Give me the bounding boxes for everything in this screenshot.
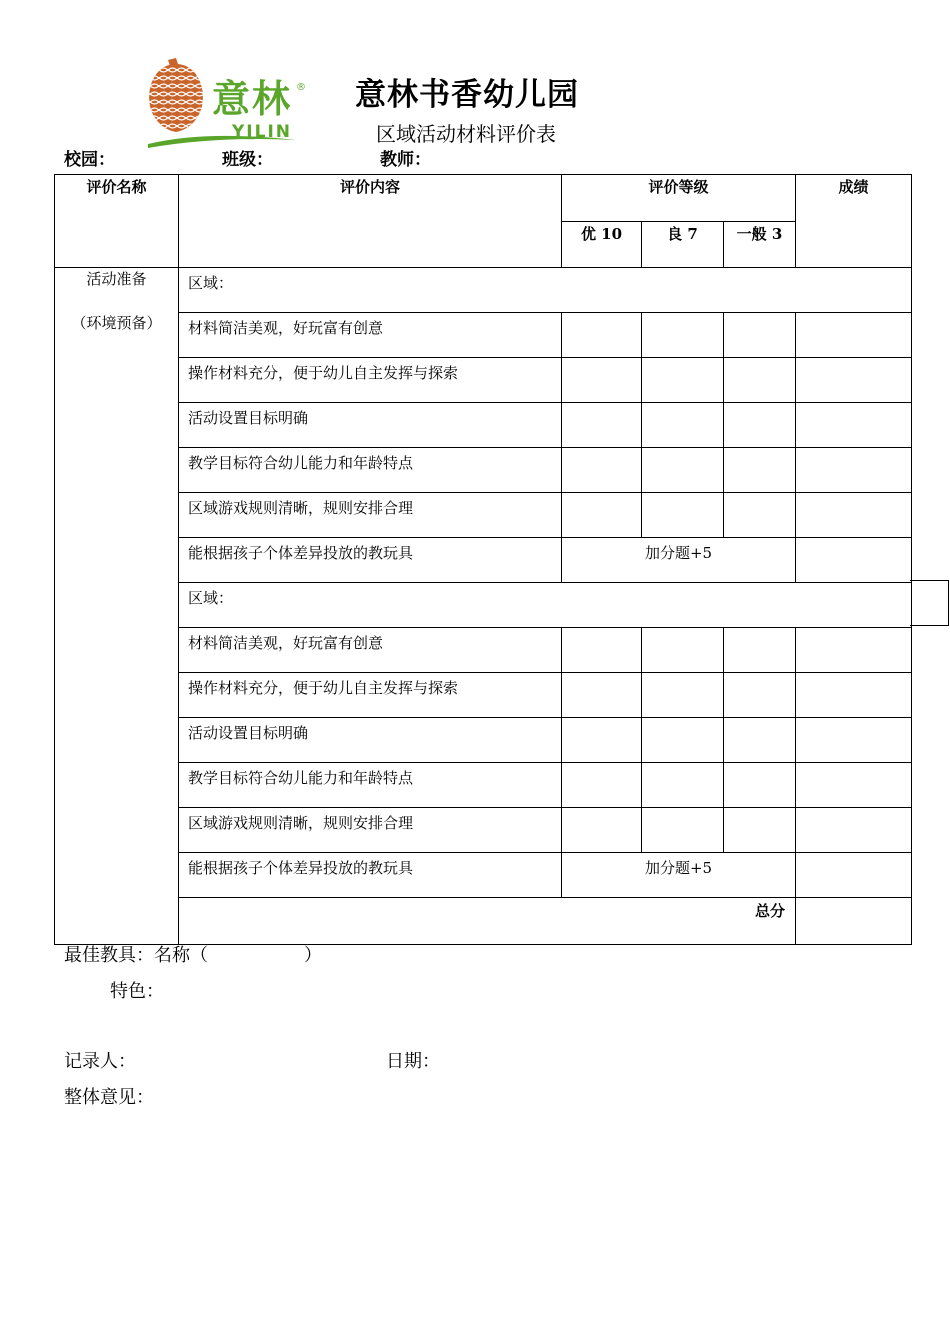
grade-cell[interactable] bbox=[724, 313, 796, 358]
table-row bbox=[55, 538, 912, 583]
grade-cell[interactable] bbox=[724, 718, 796, 763]
criteria-item: 操作材料充分，便于幼儿自主发挥与探索 bbox=[179, 673, 562, 718]
col-name-header: 评价名称 bbox=[55, 175, 179, 268]
grade-cell[interactable] bbox=[562, 358, 642, 403]
grade-cell[interactable] bbox=[724, 358, 796, 403]
category-cell bbox=[55, 268, 179, 945]
grade-cell[interactable] bbox=[642, 628, 724, 673]
col-score-header: 成绩 bbox=[796, 175, 912, 268]
feature-label: 特色： bbox=[110, 981, 164, 1002]
category-sublabel: （环境预备） bbox=[71, 314, 162, 332]
grade-cell[interactable] bbox=[562, 718, 642, 763]
grade-cell[interactable] bbox=[642, 808, 724, 853]
table-row bbox=[55, 718, 912, 763]
page-subtitle: 区域活动材料评价表 bbox=[376, 122, 556, 146]
grade-cell[interactable] bbox=[724, 808, 796, 853]
grade-cell[interactable] bbox=[642, 763, 724, 808]
grade-cell[interactable] bbox=[724, 628, 796, 673]
table-row bbox=[55, 313, 912, 358]
score-cell[interactable] bbox=[796, 358, 912, 403]
table-row bbox=[55, 763, 912, 808]
score-cell[interactable] bbox=[796, 853, 912, 898]
teacher-label: 教师： bbox=[380, 150, 431, 170]
score-cell[interactable] bbox=[796, 493, 912, 538]
criteria-item: 教学目标符合幼儿能力和年龄特点 bbox=[179, 448, 562, 493]
grade-cell[interactable] bbox=[562, 628, 642, 673]
grade-cell[interactable] bbox=[642, 673, 724, 718]
criteria-item: 活动设置目标明确 bbox=[179, 718, 562, 763]
best-toy-close: ） bbox=[304, 945, 322, 966]
criteria-item: 材料简洁美观，好玩富有创意 bbox=[179, 313, 562, 358]
total-score-cell[interactable] bbox=[796, 898, 912, 945]
campus-label: 校园： bbox=[64, 150, 115, 170]
table-row bbox=[55, 853, 912, 898]
grade-cell[interactable] bbox=[724, 763, 796, 808]
bonus-item: 能根据孩子个体差异投放的教玩具 bbox=[179, 538, 562, 583]
grade-cell[interactable] bbox=[562, 403, 642, 448]
table-row bbox=[55, 358, 912, 403]
grade-cell[interactable] bbox=[724, 448, 796, 493]
page-title: 意林书香幼儿园 bbox=[355, 77, 579, 113]
col-content-header: 评价内容 bbox=[179, 175, 562, 268]
category-label: 活动准备 bbox=[86, 270, 147, 288]
score-cell[interactable] bbox=[796, 763, 912, 808]
total-label: 总分 bbox=[179, 898, 796, 945]
col-grade-header: 评价等级 bbox=[562, 175, 796, 222]
grade-cell[interactable] bbox=[724, 493, 796, 538]
score-cell[interactable] bbox=[796, 538, 912, 583]
grade-cell[interactable] bbox=[642, 403, 724, 448]
area-row-extension bbox=[910, 580, 949, 626]
evaluation-table bbox=[54, 174, 912, 945]
logo-subtitle: YILIN bbox=[232, 122, 293, 142]
bonus-label: 加分题+5 bbox=[562, 853, 796, 898]
grade-cell[interactable] bbox=[562, 493, 642, 538]
grade-cell[interactable] bbox=[642, 493, 724, 538]
grade-cell[interactable] bbox=[642, 718, 724, 763]
score-cell[interactable] bbox=[796, 448, 912, 493]
grade-cell[interactable] bbox=[562, 808, 642, 853]
bonus-item: 能根据孩子个体差异投放的教玩具 bbox=[179, 853, 562, 898]
criteria-item: 教学目标符合幼儿能力和年龄特点 bbox=[179, 763, 562, 808]
grade-normal: 一般 3 bbox=[724, 222, 796, 268]
grade-cell[interactable] bbox=[642, 313, 724, 358]
table-row bbox=[55, 808, 912, 853]
table-row bbox=[55, 673, 912, 718]
grade-good: 良 7 bbox=[642, 222, 724, 268]
registered-mark: ® bbox=[296, 82, 306, 93]
area-label: 区域： bbox=[179, 268, 912, 313]
bonus-label: 加分题+5 bbox=[562, 538, 796, 583]
date-label: 日期： bbox=[386, 1051, 440, 1072]
score-cell[interactable] bbox=[796, 313, 912, 358]
grade-cell[interactable] bbox=[562, 313, 642, 358]
best-toy-label: 最佳教具：名称（ bbox=[64, 945, 208, 966]
class-label: 班级： bbox=[222, 150, 273, 170]
table-row bbox=[55, 628, 912, 673]
grade-cell[interactable] bbox=[642, 448, 724, 493]
recorder-label: 记录人： bbox=[64, 1051, 136, 1072]
table-row bbox=[55, 403, 912, 448]
score-cell[interactable] bbox=[796, 403, 912, 448]
overall-opinion-label: 整体意见： bbox=[64, 1087, 154, 1108]
score-cell[interactable] bbox=[796, 673, 912, 718]
criteria-item: 区域游戏规则清晰，规则安排合理 bbox=[179, 493, 562, 538]
grade-cell[interactable] bbox=[724, 673, 796, 718]
grade-cell[interactable] bbox=[642, 358, 724, 403]
score-cell[interactable] bbox=[796, 718, 912, 763]
grade-excellent: 优 10 bbox=[562, 222, 642, 268]
grade-cell[interactable] bbox=[724, 403, 796, 448]
table-row bbox=[55, 493, 912, 538]
score-cell[interactable] bbox=[796, 628, 912, 673]
criteria-item: 材料简洁美观，好玩富有创意 bbox=[179, 628, 562, 673]
table-row bbox=[55, 448, 912, 493]
criteria-item: 区域游戏规则清晰，规则安排合理 bbox=[179, 808, 562, 853]
score-cell[interactable] bbox=[796, 808, 912, 853]
grade-cell[interactable] bbox=[562, 448, 642, 493]
grade-cell[interactable] bbox=[562, 763, 642, 808]
logo-wordmark: 意林 bbox=[212, 77, 293, 121]
grade-cell[interactable] bbox=[562, 673, 642, 718]
area-label: 区域： bbox=[179, 583, 912, 628]
criteria-item: 活动设置目标明确 bbox=[179, 403, 562, 448]
criteria-item: 操作材料充分，便于幼儿自主发挥与探索 bbox=[179, 358, 562, 403]
